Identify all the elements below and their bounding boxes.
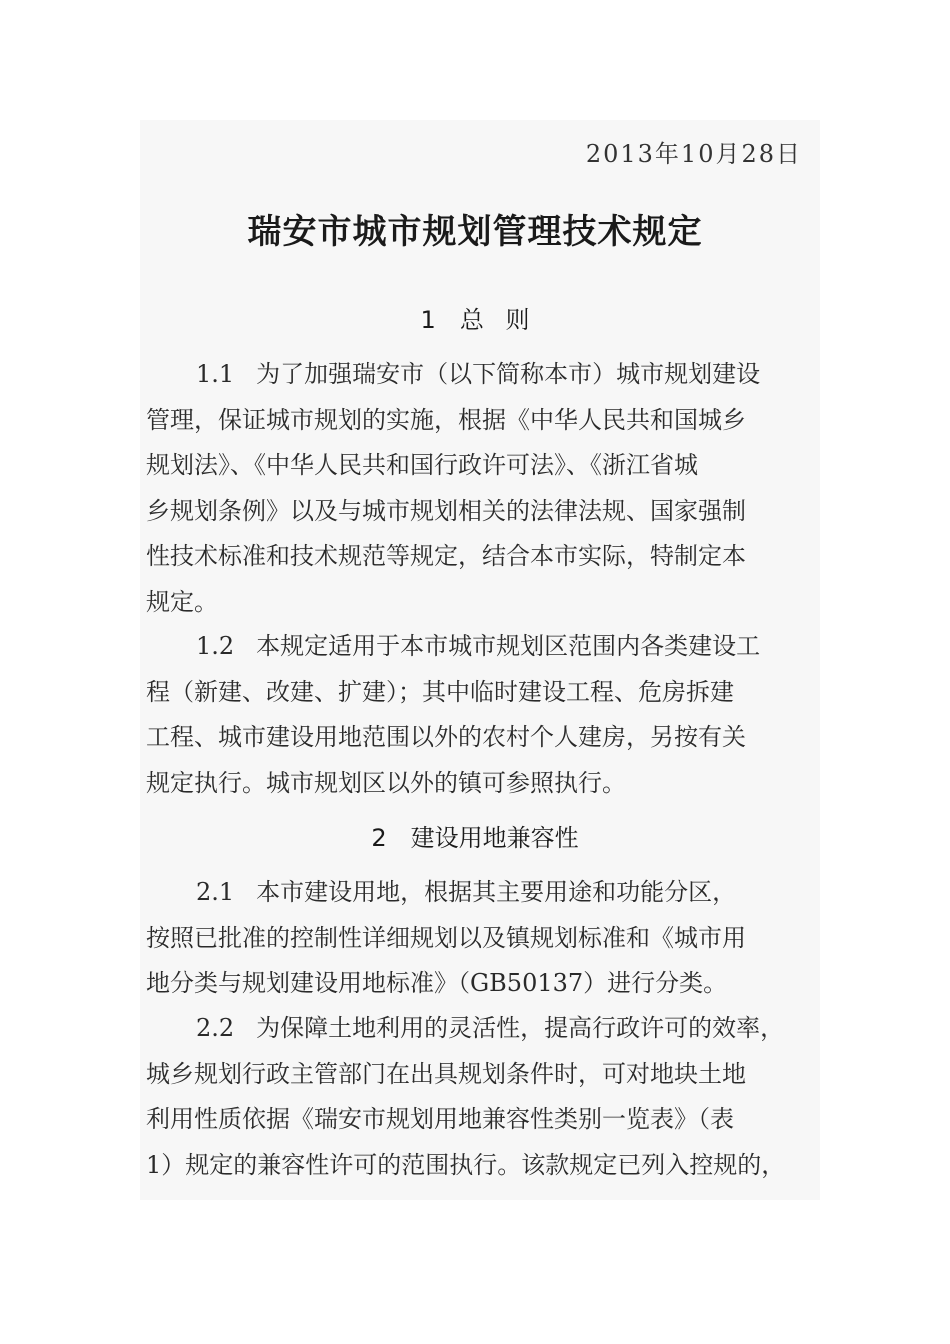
paragraph-line: 规划法》、《中华人民共和国行政许可法》、《浙江省城 <box>146 451 698 479</box>
paragraph-line: 规定执行。城市规划区以外的镇可参照执行。 <box>146 768 626 797</box>
clause-2-1 <box>146 870 816 1007</box>
paragraph-line: 1）规定的兼容性许可的范围执行。该款规定已列入控规的， <box>146 1150 786 1179</box>
clause-number: 2.1 <box>196 878 235 906</box>
paragraph-line: 2.2 为保障土地利用的灵活性，提高行政许可的效率， <box>196 1014 785 1042</box>
paragraph-line: 规定。 <box>146 587 218 616</box>
clause-number: 1.1 <box>196 360 235 388</box>
paragraph-line: 1.1 为了加强瑞安市（以下简称本市）城市规划建设 <box>196 360 761 388</box>
section-title: 建设用地兼容性 <box>410 824 579 852</box>
section-heading-2 <box>0 818 950 853</box>
paragraph-line: 城乡规划行政主管部门在出具规划条件时，可对地块土地 <box>146 1059 746 1088</box>
paragraph-line: 程（新建、改建、扩建）；其中临时建设工程、危房拆建 <box>146 677 734 706</box>
section-number: 1 <box>420 306 436 334</box>
clause-number: 1.2 <box>196 632 235 660</box>
section-heading-1 <box>0 300 950 335</box>
paragraph-line: 利用性质依据《瑞安市规划用地兼容性类别一览表》（表 <box>146 1105 734 1133</box>
section-number: 2 <box>371 824 387 852</box>
document-title: 瑞安市城市规划管理技术规定 <box>247 212 703 252</box>
paragraph-line: 工程、城市建设用地范围以外的农村个人建房，另按有关 <box>146 723 746 751</box>
paragraph-line: 性技术标准和技术规范等规定，结合本市实际，特制定本 <box>146 542 746 570</box>
paragraph-line: 1.2 本规定适用于本市城市规划区范围内各类建设工 <box>196 632 761 660</box>
paragraph-line: 2.1 本市建设用地，根据其主要用途和功能分区， <box>196 878 737 906</box>
paragraph-line: 管理，保证城市规划的实施，根据《中华人民共和国城乡 <box>146 405 746 434</box>
document-date: 2013年10月28日 <box>585 140 802 168</box>
clause-1-2 <box>146 624 816 806</box>
section-title: 总 则 <box>459 306 530 334</box>
paragraph-line: 按照已批准的控制性详细规划以及镇规划标准和《城市用 <box>146 923 746 952</box>
clause-number: 2.2 <box>196 1014 235 1042</box>
paragraph-line: 地分类与规划建设用地标准》（GB50137）进行分类。 <box>146 969 728 997</box>
clause-2-2 <box>146 1006 816 1188</box>
paragraph-line: 乡规划条例》以及与城市规划相关的法律法规、国家强制 <box>146 496 746 525</box>
clause-1-1 <box>146 352 816 625</box>
